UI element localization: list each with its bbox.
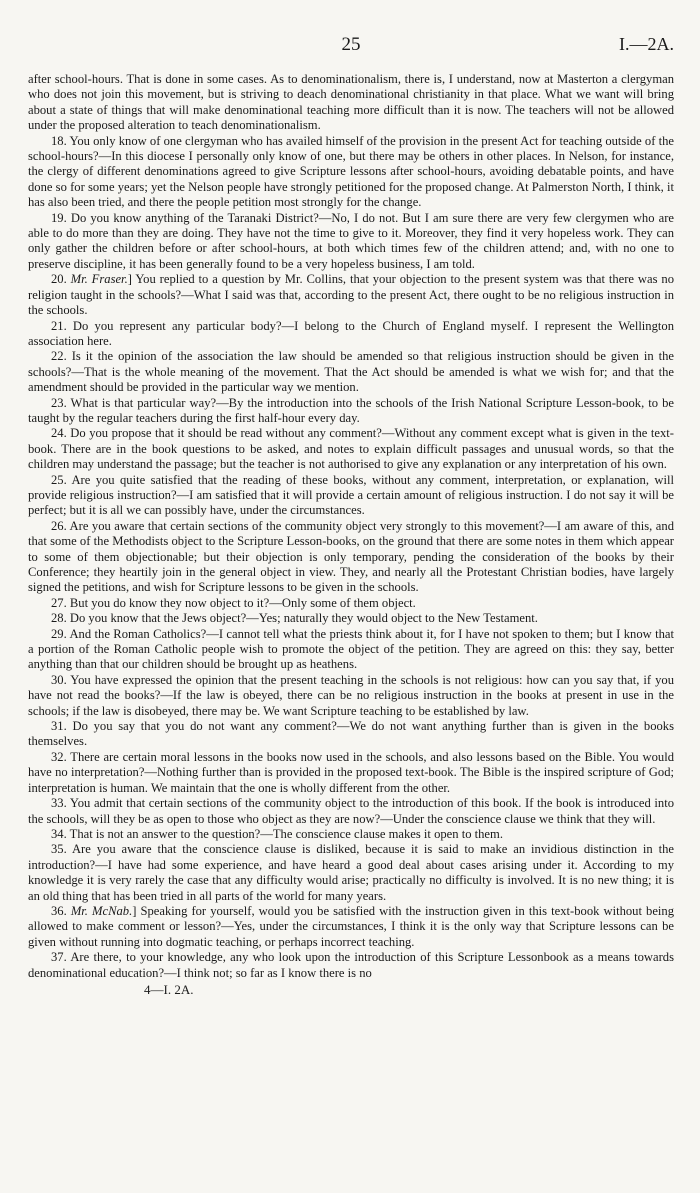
question-35: 35. Are you aware that the conscience clause is disliked, because it is said to make an invidious distinction in the introduction?—I have had some experience, and have heard a good deal about cases arising under it. According to my knowledge it is very rarely the case that any difficulty would arise; practically no difficulty is involved. It is no new thing; it is an old thing that has been tried in all parts of the world for many years.: [28, 842, 674, 903]
speaker-name: Mr. McNab.: [70, 903, 133, 918]
question-27: 27. But you do know they now object to it?—Only some of them object.: [51, 595, 416, 610]
question-36: 36. Mr. McNab.] Speaking for yourself, would you be satisfied with the instruction given in this text-book without being allowed to make comment or lesson?—Yes, under the circumstances, I think it is the only way that Scripture lessons can be given without running into dogmatic teaching, or perhaps incorrect teaching.: [28, 903, 675, 949]
question-24: 24. Do you propose that it should be read without any comment?—Without any comment except what is given in the text-book. There are in the book questions to be asked, and notes to explain difficult passages and unusual words, so that the children may understand the passage; but the teacher is not authorised to give any explanation or any interpretation of his own.: [28, 426, 674, 472]
document-page: [28, 34, 674, 998]
continued-paragraph: after school-hours. That is done in some cases. As to denominationalism, there is, I understand, now at Masterton a clergyman who does not join this movement, but is striving to deach denominational christianity in that place. What we want will bring about a state of things that will make denominational teaching more difficult than it is now. The teachers will not be allowed under the proposed alteration to teach denominationalism.: [28, 72, 674, 133]
testimony-body: [28, 72, 674, 981]
document-reference: I.—2A.: [619, 34, 674, 54]
page-footer: [28, 982, 674, 998]
question-33: 33. You admit that certain sections of the community object to the introduction of this book. If the book is introduced into the schools, will they be as open to those who object as they are now?—Under the conscience clause we think that they will.: [28, 796, 674, 826]
page-header: [28, 34, 674, 60]
question-22: 22. Is it the opinion of the association the law should be amended so that religious instruction should be given in the schools?—That is the whole meaning of the movement. That the Act should be amended is what we wish for; and that the amendment should be provided in the particular way we mention.: [28, 349, 674, 395]
question-34: 34. That is not an answer to the question?—The conscience clause makes it open to them.: [51, 826, 503, 841]
question-31: 31. Do you say that you do not want any comment?—We do not want anything further than is given in the books themselves.: [28, 719, 674, 749]
question-19: 19. Do you know anything of the Taranaki District?—No, I do not. But I am sure there are very few clergymen who are able to do more than they are doing. They have not the time to give to it. Moreover, they find it very hopeless work. They can only gather the children before or after school-hours, at both which times few of the children attend; and, with no one to preserve discipline, it has been generally found to be a very hopeless business, I am told.: [28, 210, 674, 271]
page-number: 25: [341, 34, 361, 55]
question-23: 23. What is that particular way?—By the introduction into the schools of the Irish National Scripture Lesson-book, to be taught by the regular teachers during the first half-hour every day.: [28, 395, 674, 425]
question-21: 21. Do you represent any particular body?—I belong to the Church of England myself. I represent the Wellington association here.: [28, 318, 674, 348]
question-32: 32. There are certain moral lessons in the books now used in the schools, and also lessons based on the Bible. You would have no interpretation?—Nothing further than is provided in the proposed text-book. The Bible is the inspired scripture of God; interpretation is human. We maintain that the one is wholly different from the other.: [28, 749, 674, 795]
question-20: 20. Mr. Fraser.] You replied to a question by Mr. Collins, that your objection to the present system was that there was no religion taught in the schools?—What I said was that, according to the present Act, there ought to be no religious instruction in the schools.: [28, 272, 675, 318]
question-26: 26. Are you aware that certain sections of the community object very strongly to this movement?—I am aware of this, and that some of the Methodists object to the Scripture Lesson-books, on the ground that there are some notes in them which appear to some of them objectionable; but their objection is only temporary, pending the consideration of the books by their Conference; they heartily join in the general object in view. They, and nearly all the Protestant Christian bodies, have largely signed the petitions, and wish for Scripture lessons to be given in the schools.: [28, 518, 674, 595]
speaker-name: Mr. Fraser.: [70, 272, 128, 287]
question-29: 29. And the Roman Catholics?—I cannot tell what the priests think about it, for I have not spoken to them; but I know that a portion of the Roman Catholic people wish to promote the object of the petition. They are agreed on this: they say, better anything than that our children should be brought up as heathens.: [28, 626, 674, 672]
question-30: 30. You have expressed the opinion that the present teaching in the schools is not religious: how can you say that, if you have not read the books?—If the law is obeyed, there can be no religious instruction in the books at present in use in the schools; if the law is disobeyed, there may be. We want Scripture teaching to be established by law.: [28, 672, 674, 718]
printer-signature: 4—I. 2A.: [144, 981, 194, 997]
question-28: 28. Do you know that the Jews object?—Yes; naturally they would object to the New Testament.: [51, 611, 538, 626]
question-18: 18. You only know of one clergyman who has availed himself of the provision in the present Act for teaching outside of the school-hours?—In this diocese I personally only know of one, but there may be others in other places. In Nelson, for instance, the clergy of different denominations agreed to give Scripture lessons after school-hours, avoiding debatable points, and have done so for some years; yet the Nelson people have strongly petitioned for the proposed change. At Palmerston North, I think, it has also been tried, and there the people petition most strongly for the change.: [28, 133, 674, 210]
question-37: 37. Are there, to your knowledge, any who look upon the introduction of this Scripture Lessonbook as a means towards denominational education?—I think not; so far as I know there is no: [28, 950, 674, 980]
question-25: 25. Are you quite satisfied that the reading of these books, without any comment, interpretation, or explanation, will provide religious instruction?—I am satisfied that it will provide a certain amount of religious instruction. I do not say it will be perfect; but it is all we can possibly have, under the circumstances.: [28, 472, 674, 518]
